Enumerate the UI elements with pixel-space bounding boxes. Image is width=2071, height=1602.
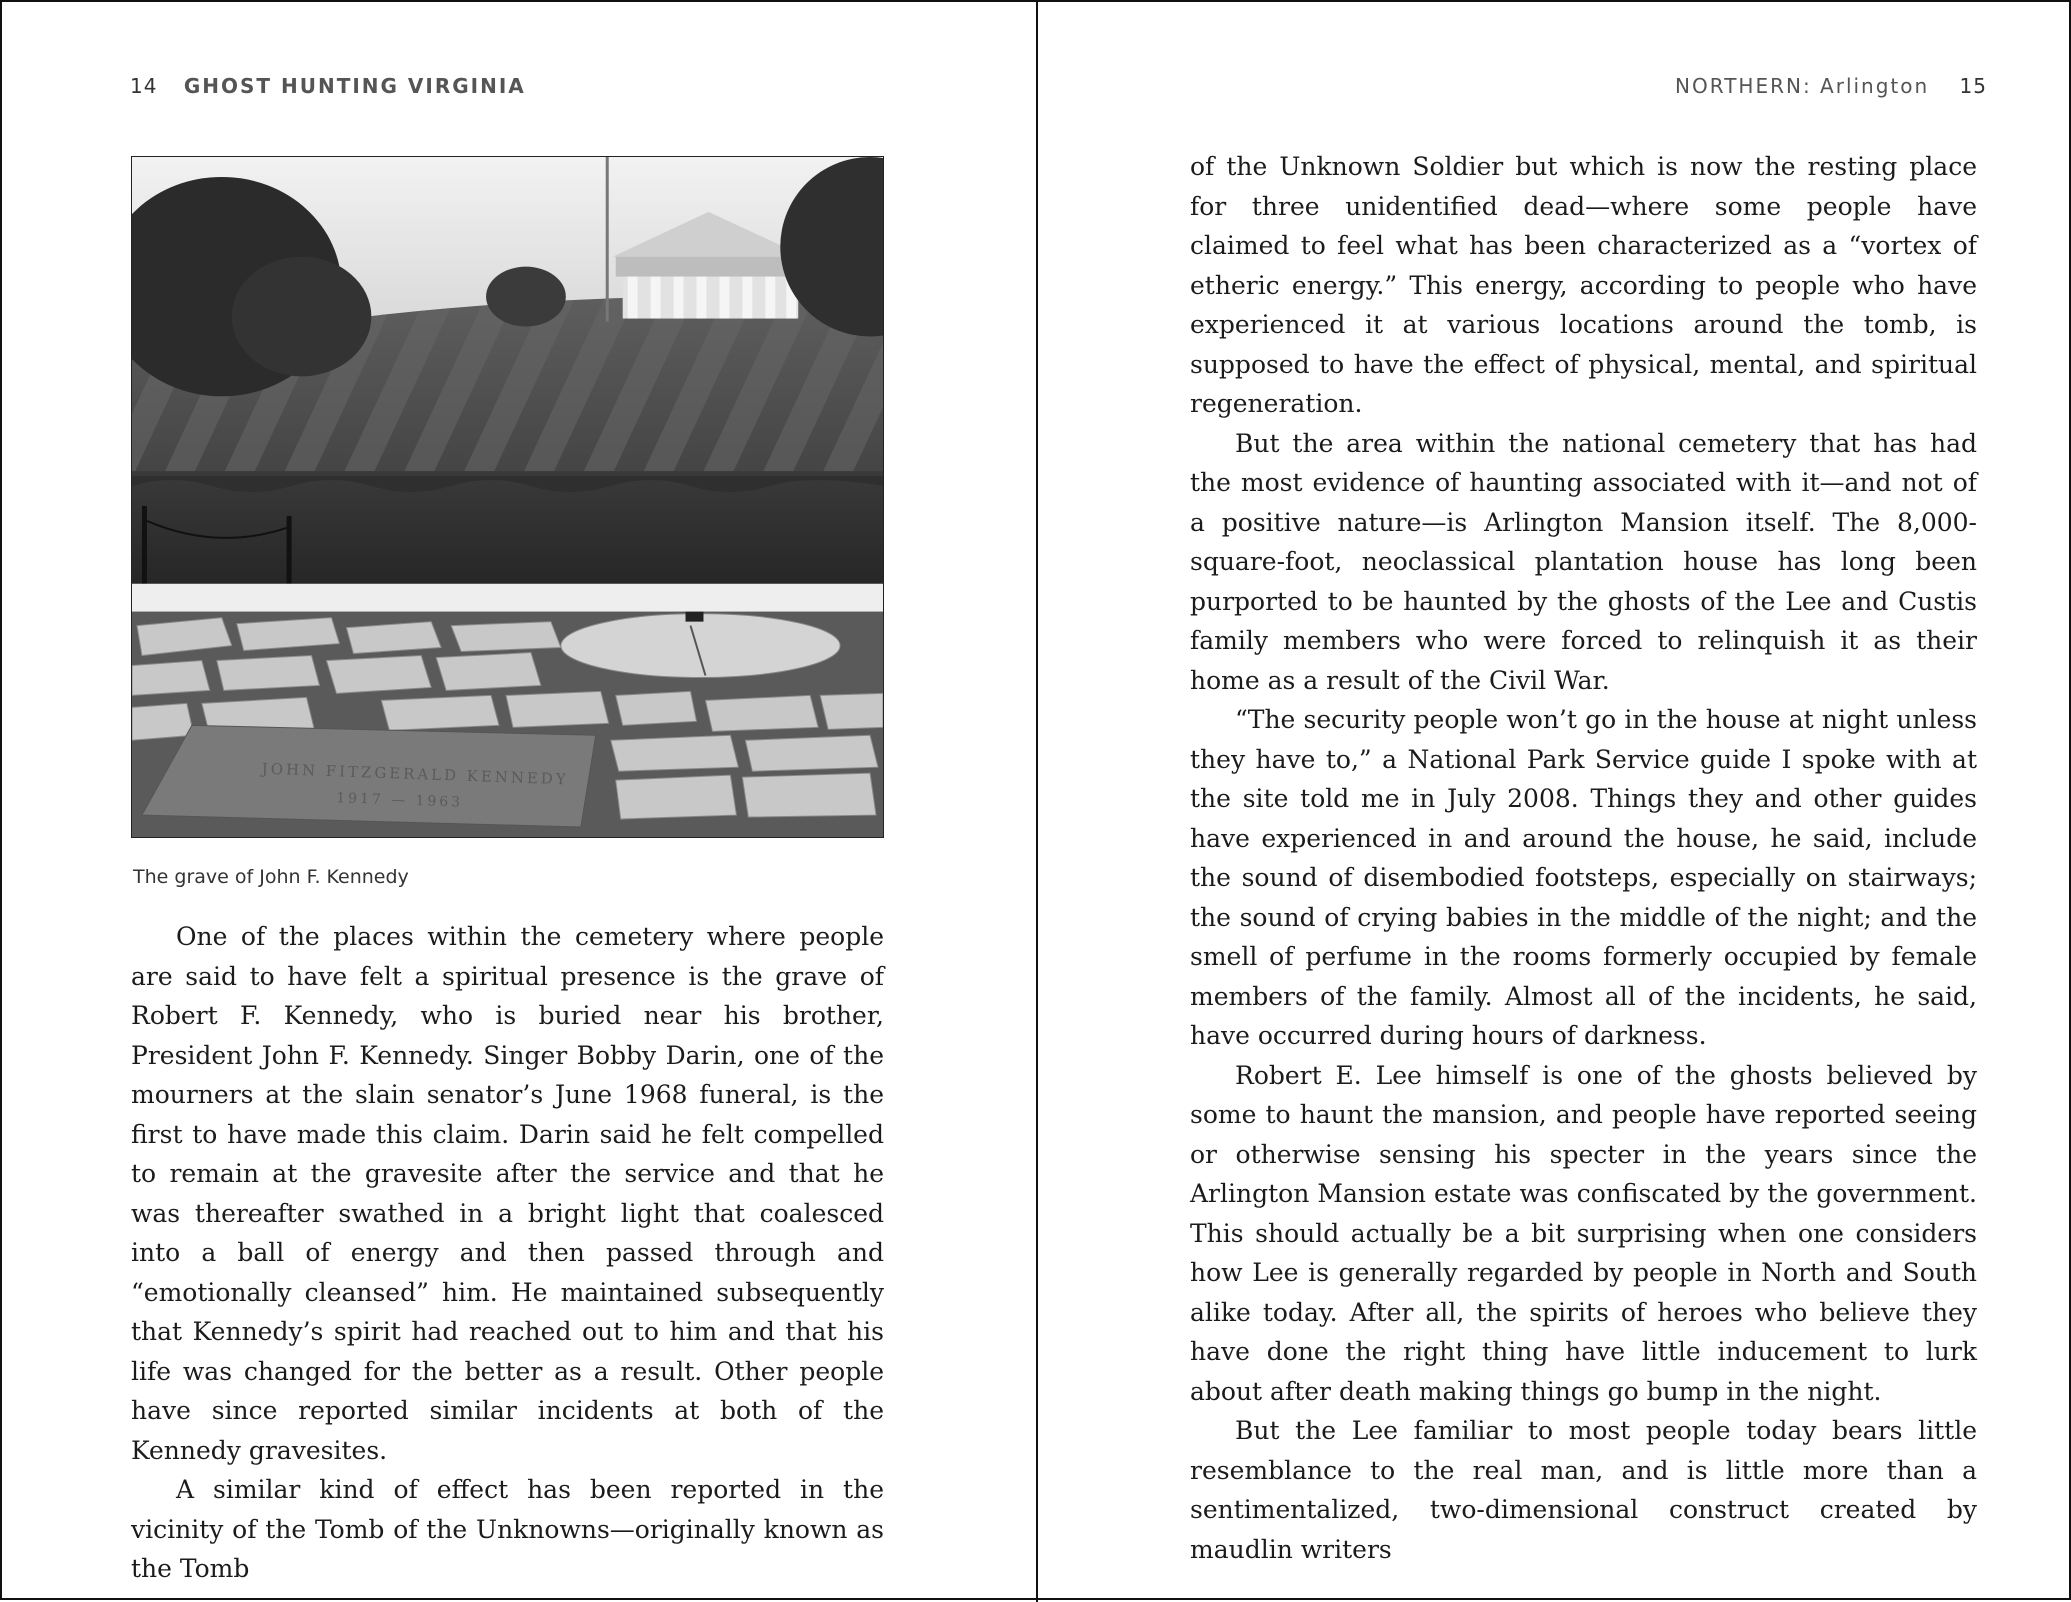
right-page [1038,2,2071,1602]
photo-caption: The grave of John F. Kennedy [133,866,409,888]
running-head-right [1675,74,1987,98]
paragraph: One of the places within the cemetery where people are said to have felt a spiritual presence is the grave of Robert F. Kennedy, who is buried near his brother, President John F. Kennedy. Singer Bobby Darin, one of the mourners at the slain senator’s June 1968 funeral, is the first to have made this claim. Darin said he felt compelled to remain at the gravesite after the service and that he was thereafter swathed in a bright light that coalesced into a ball of energy and then passed through and “emotionally cleansed” him. He maintained subsequently that Kennedy’s spirit had reached out to him and that his life was changed for the better as a result. Other people have since reported similar incidents at both of the Kennedy gravesites. [131,922,884,1465]
left-page [2,2,1036,1602]
paragraph: “The security people won’t go in the house at night unless they have to,” a National Park Service guide I spoke with at the site told me in July 2008. Things they and other guides have experienced in and around the house, he said, include the sound of disembodied footsteps, especially on stairways; the sound of crying babies in the middle of the night; and the smell of perfume in the rooms formerly occupied by female members of the family. Almost all of the incidents, he said, have occurred during hours of darkness. [1190,705,1977,1050]
running-head-left [130,74,526,98]
left-body-text [131,917,884,1589]
paragraph: But the Lee familiar to most people today bears little resemblance to the real man, and is little more than a sentimentalized, two-dimensional construct created by maudlin writers [1190,1416,1977,1564]
paragraph: A similar kind of effect has been reported in the vicinity of the Tomb of the Unknowns—originally known as the Tomb [131,1475,884,1583]
right-body-text [1190,147,1977,1569]
paragraph: But the area within the national cemetery that has had the most evidence of haunting associated with it—and not of a positive nature—is Arlington Mansion itself. The 8,000-square-foot, neoclassical plantation house has long been purported to be haunted by the ghosts of the Lee and Custis family members who were forced to relinquish it as their home as a result of the Civil War. [1190,428,1977,695]
continued-paragraph: of the Unknown Soldier but which is now the resting place for three unidentified dead—where some people have claimed to feel what has been characterized as a “vortex of etheric energy.” This energy, according to people who have experienced it at various locations around the tomb, is supposed to have the effect of physical, mental, and spiritual regeneration. [1190,152,1977,418]
chapter-title: NORTHERN: Arlington [1675,74,1930,98]
paragraph: Robert E. Lee himself is one of the ghosts believed by some to haunt the mansion, and people have reported seeing or otherwise sensing his specter in the years since the Arlington Mansion estate was confiscated by the government. This should actually be a bit surprising when one considers how Lee is generally regarded by people in North and South alike today. After all, the spirits of heroes who believe they have done the right thing have little inducement to lurk about after death making things go bump in the night. [1190,1060,1977,1406]
page-number-right: 15 [1959,74,1987,98]
headstone-inscription: JOHN FITZGERALD KENNEDY [261,759,569,789]
headstone-years: 1917 — 1963 [336,790,464,811]
page-number-left: 14 [130,74,158,98]
book-title: GHOST HUNTING VIRGINIA [183,74,526,98]
kennedy-grave-photo [131,156,884,838]
